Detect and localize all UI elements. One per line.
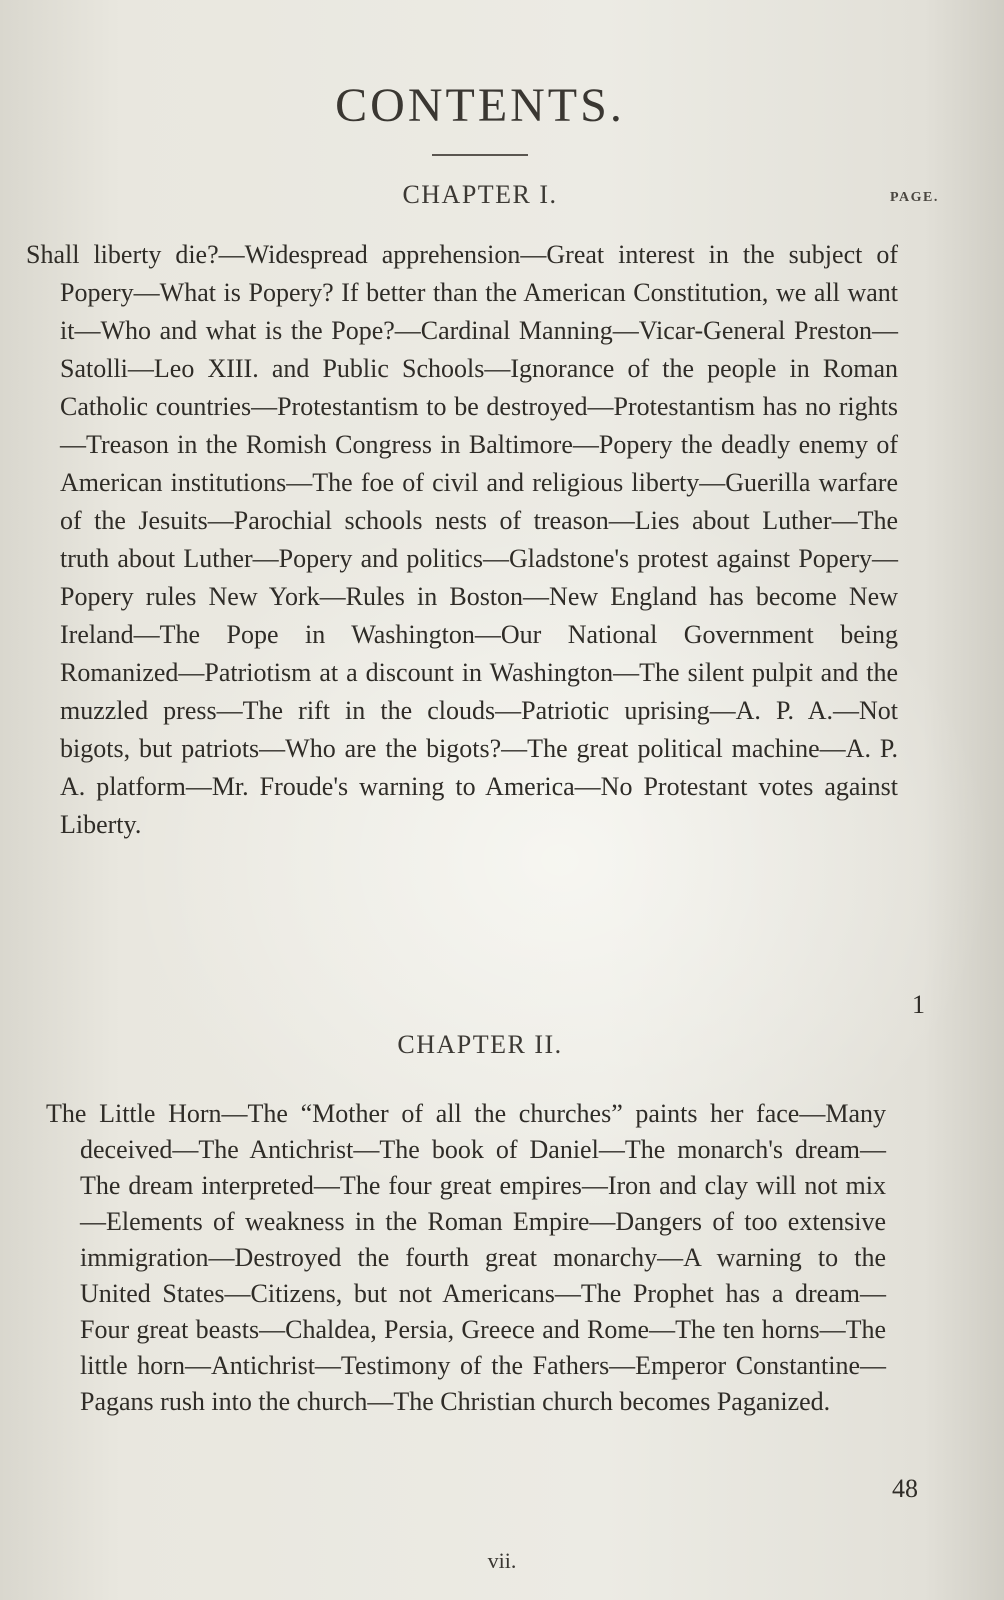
chapter-2-summary: The Little Horn—The “Mother of all the churches” paints her face—Many deceived—The Antichrist—The book of Daniel—The monarch's dream—The dream interpreted—The four great empires—Iron and clay will not mix—Elements of weakness in the Roman Empire—Dangers of too extensive immigration—Destroyed the fourth great monarchy—A warning to the United States—Citizens, but not Americans—The Prophet has a dream—Four great beasts—Chaldea, Persia, Greece and Rome—The ten horns—The little horn—Antichrist—Testimony of the Fathers—Emperor Constantine—Pagans rush into the church—The Christian church becomes Paganized. [46, 1099, 886, 1416]
page-title: CONTENTS. [335, 79, 625, 132]
page-folio: vii. [487, 1548, 517, 1573]
chapter-1-page-number: 1 [912, 990, 925, 1019]
chapter-1-summary: Shall liberty die?—Widespread apprehension—Great interest in the subject of Popery—What is Popery? If better than the American Constitution, we all want it—Who and what is the Pope?—Cardinal Manning—Vicar-General Preston—Satolli—Leo XIII. and Public Schools—Ignorance of the people in Roman Catholic countries—Protestantism to be destroyed—Protestantism has no rights—Treason in the Romish Congress in Baltimore—Popery the deadly enemy of American institutions—The foe of civil and religious liberty—Guerilla warfare of the Jesuits—Parochial schools nests of treason—Lies about Luther—The truth about Luther—Popery and politics—Gladstone's protest against Popery—Popery rules New York—Rules in Boston—New England has become New Ireland—The Pope in Washington—Our National Government being Romanized—Patriotism at a discount in Washington—The silent pulpit and the muzzled press—The rift in the clouds—Patriotic uprising—A. P. A.—Not bigots, but patriots—Who are the bigots?—The great political machine—A. P. A. platform—Mr. Froude's warning to America—No Protestant votes against Liberty. [26, 240, 898, 839]
chapter-2-page-number: 48 [892, 1474, 918, 1503]
title-rule [432, 154, 528, 156]
page-column-label: PAGE. [890, 190, 939, 205]
chapter-1-heading: CHAPTER I. [402, 180, 558, 209]
chapter-2-heading: CHAPTER II. [397, 1030, 563, 1059]
